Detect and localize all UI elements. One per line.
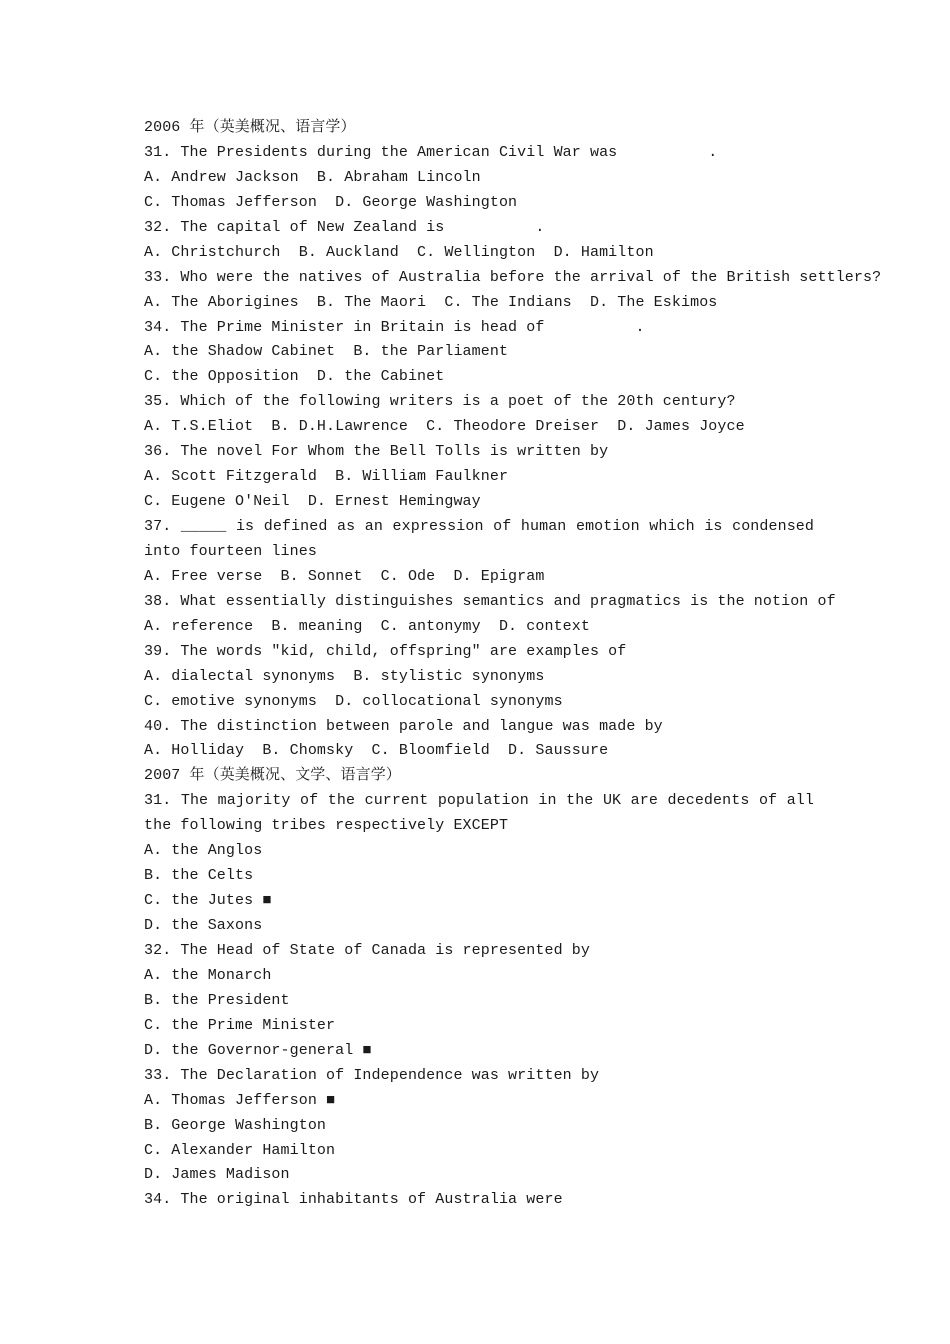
question-36: 36. The novel For Whom the Bell Tolls is written by [144, 443, 609, 461]
option-line: D. the Governor-general ■ [144, 1041, 372, 1059]
option-line: A. the Anglos [144, 842, 263, 860]
question-37: 37. _____ is defined as an expression of human emotion which is condensed into fourteen lines [144, 518, 814, 560]
option-line: C. the Jutes ■ [144, 892, 272, 910]
option-line: C. Alexander Hamilton [144, 1141, 336, 1159]
options-line: A. Free verse B. Sonnet C. Ode D. Epigram [144, 567, 545, 585]
options-line: C. Eugene O'Neil D. Ernest Hemingway [144, 493, 481, 511]
document-page [144, 116, 882, 1213]
option-line: B. the President [144, 991, 290, 1009]
options-line: A. The Aborigines B. The Maori C. The Indians D. The Eskimos [144, 293, 718, 311]
question-33: 33. Who were the natives of Australia before the arrival of the British settlers? [144, 268, 882, 286]
options-line: C. the Opposition D. the Cabinet [144, 368, 445, 386]
options-line: A. dialectal synonyms B. stylistic synonyms [144, 667, 545, 685]
options-line: A. T.S.Eliot B. D.H.Lawrence C. Theodore Dreiser D. James Joyce [144, 418, 745, 436]
question-33-2007: 33. The Declaration of Independence was written by [144, 1066, 600, 1084]
question-38: 38. What essentially distinguishes semantics and pragmatics is the notion of [144, 592, 836, 610]
question-34-2007: 34. The original inhabitants of Australia were [144, 1191, 563, 1209]
option-line: A. the Monarch [144, 966, 272, 984]
options-line: C. emotive synonyms D. collocational synonyms [144, 692, 563, 710]
question-40: 40. The distinction between parole and langue was made by [144, 717, 663, 735]
question-32-2007: 32. The Head of State of Canada is represented by [144, 942, 590, 959]
question-32: 32. The capital of New Zealand is . [144, 218, 545, 236]
options-line: A. reference B. meaning C. antonymy D. context [144, 617, 590, 635]
options-line: A. the Shadow Cabinet B. the Parliament [144, 343, 509, 361]
section-heading-2006: 2006 年（英美概况、语言学） [144, 119, 356, 136]
options-line: A. Holliday B. Chomsky C. Bloomfield D. Saussure [144, 742, 609, 760]
options-line: A. Scott Fitzgerald B. William Faulkner [144, 468, 509, 486]
question-31-2007: 31. The majority of the current population in the UK are decedents of all the following tribes respectively EXCEPT [144, 792, 814, 835]
option-line: D. the Saxons [144, 917, 263, 935]
option-line: C. the Prime Minister [144, 1016, 336, 1034]
question-39: 39. The words "kid, child, offspring" are examples of [144, 642, 627, 660]
section-heading-2007: 2007 年（英美概况、文学、语言学） [144, 767, 401, 785]
question-34: 34. The Prime Minister in Britain is head of . [144, 318, 645, 336]
question-31: 31. The Presidents during the American Civil War was . [144, 143, 718, 161]
options-line: A. Christchurch B. Auckland C. Wellington D. Hamilton [144, 243, 654, 261]
option-line: B. the Celts [144, 867, 254, 885]
options-line: C. Thomas Jefferson D. George Washington [144, 193, 518, 211]
options-line: A. Andrew Jackson B. Abraham Lincoln [144, 168, 481, 186]
option-line: D. James Madison [144, 1166, 290, 1184]
option-line: B. George Washington [144, 1116, 327, 1134]
option-line: A. Thomas Jefferson ■ [144, 1091, 336, 1109]
question-35: 35. Which of the following writers is a poet of the 20th century? [144, 393, 736, 411]
